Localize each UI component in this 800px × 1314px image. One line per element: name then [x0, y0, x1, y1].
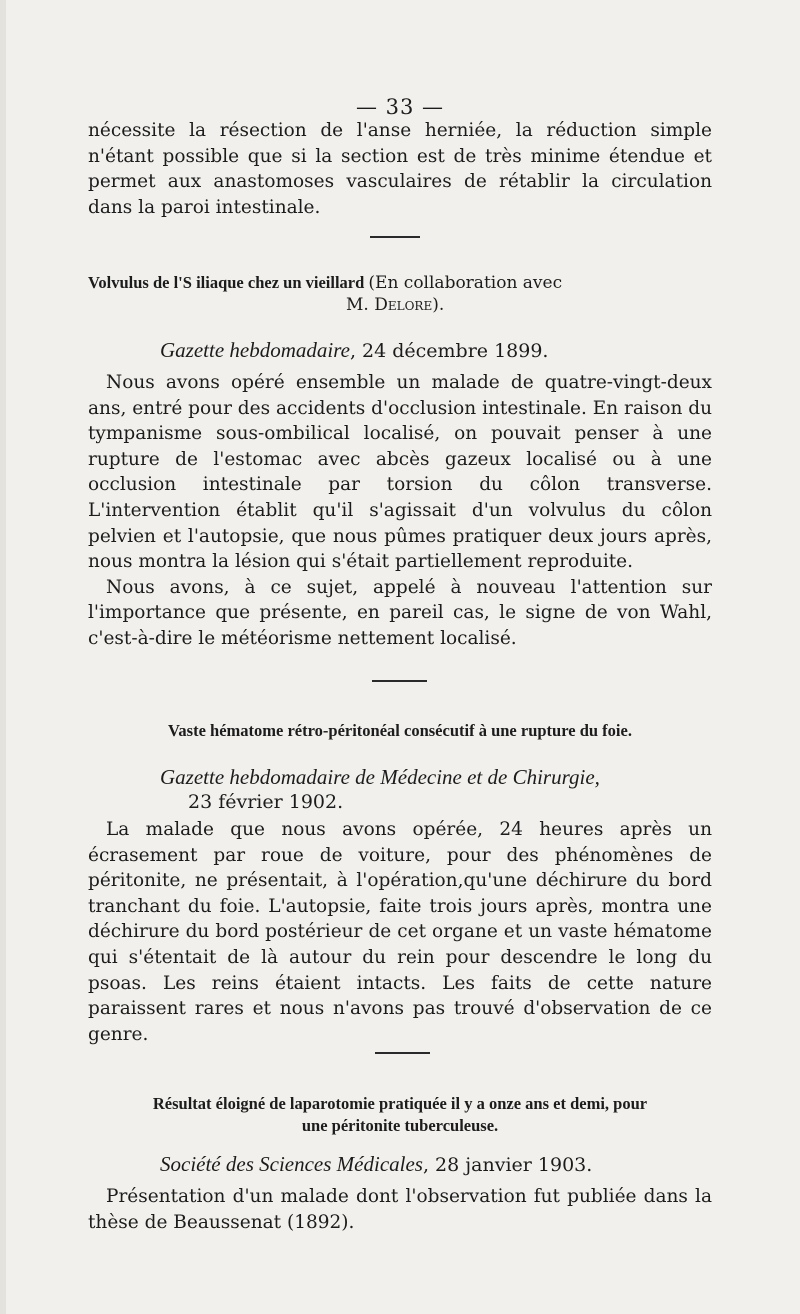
section-1-title: Volvulus de l'S iliaque chez un vieillard [88, 273, 365, 292]
section-3-title-line-1: Résultat éloigné de laparotomie pratiquée il y a onze ans et demi, pour [152, 1094, 648, 1113]
section-2-body [88, 817, 712, 1047]
section-1-journal: Gazette hebdomadaire [160, 338, 350, 362]
section-1-date: , 24 décembre 1899. [349, 340, 549, 362]
section-3-title-line-2: une péritonite tuberculeuse. [301, 1116, 499, 1135]
section-divider [372, 680, 427, 682]
section-2-journal: Gazette hebdomadaire de Médecine et de Chirurgie, [160, 765, 600, 789]
section-2-date: 23 février 1902. [188, 791, 344, 813]
section-divider [370, 236, 420, 238]
section-3-source [160, 1152, 592, 1177]
intro-paragraph: nécessite la résection de l'anse herniée, la réduction simple n'étant possible que si la section est de très minime étendue et permet aux anastomoses vasculaires de rétablir la circulation dans la paroi intestinale. [88, 120, 712, 218]
section-1-collab-lead: M. [346, 295, 375, 315]
section-3-heading [88, 1093, 712, 1137]
section-2-paragraph: La malade que nous avons opérée, 24 heures après un écrasement par roue de voiture, pour des phénomènes de péritonite, ne présentait, à l'opération,qu'une déchirure du bord tranchant du foie. L'autopsie, faite trois jours après, montra une déchirure du bord postérieur de cet organe et un vaste hématome qui s'étentait de là autour du rein pour descendre le long du psoas. Les reins étaient intacts. Les faits de cette nature paraissent rares et nous n'avons pas trouvé d'observation de ce genre. [88, 819, 712, 1045]
section-divider [375, 1052, 430, 1054]
section-1-collab-suffix: ). [432, 295, 445, 315]
section-2-heading: Vaste hématome rétro-péritonéal consécutif à une rupture du foie. [168, 721, 632, 740]
section-1-body [88, 370, 712, 652]
page-number: — 33 — [355, 95, 445, 119]
section-1-paragraph: Nous avons opéré ensemble un malade de quatre-vingt-deux ans, entré pour des accidents d'occlusion intestinale. En raison du tympanisme sous-ombilical localisé, on pouvait penser à une rupture de l'estomac avec abcès gazeux localisé ou à une occlusion intestinale par torsion du côlon transverse. L'intervention établit qu'il s'agissait d'un volvulus du côlon pelvien et l'autopsie, que nous pûmes pratiquer deux jours après, nous montra la lésion qui s'était partiellement reproduite. [88, 372, 713, 573]
section-1-paragraph: Nous avons, à ce sujet, appelé à nouveau l'attention sur l'importance que présente, en pareil cas, le signe de von Wahl, c'est-à-dire le météorisme nettement localisé. [88, 576, 712, 649]
section-2-source [160, 765, 720, 814]
section-3-paragraph: Présentation d'un malade dont l'observation fut publiée dans la thèse de Beaussenat (1892). [88, 1186, 712, 1233]
section-1-collab-prefix: (En collaboration avec [368, 273, 563, 293]
section-3-body [88, 1184, 712, 1235]
section-3-date: , 28 janvier 1903. [422, 1154, 593, 1176]
section-1-source [160, 338, 548, 363]
section-3-journal: Société des Sciences Médicales [160, 1152, 423, 1176]
section-1-collab-name: Delore [374, 295, 433, 315]
section-1-heading [88, 272, 712, 316]
